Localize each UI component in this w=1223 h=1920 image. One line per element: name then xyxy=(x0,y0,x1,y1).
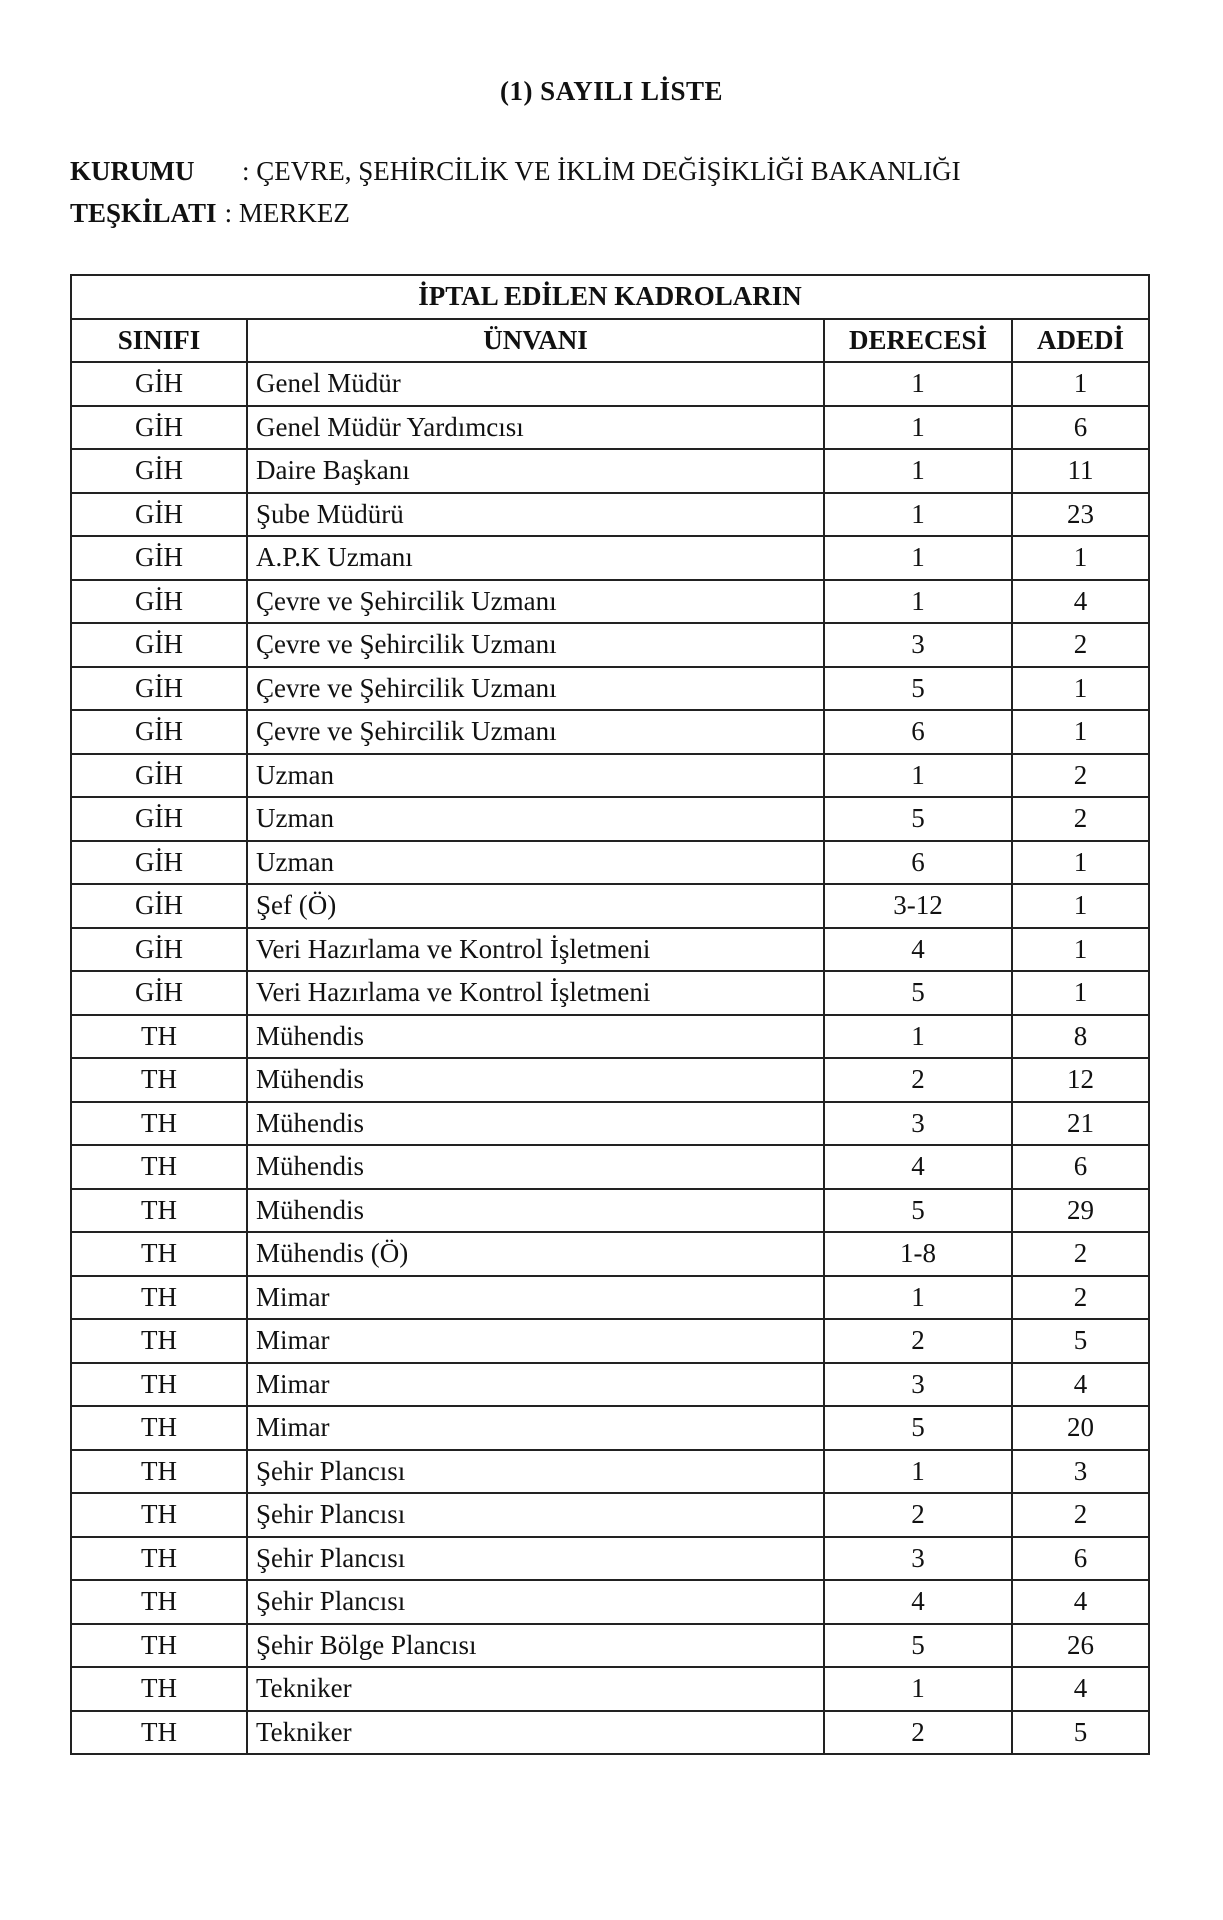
cell-count: 6 xyxy=(1012,1537,1149,1581)
cell-grade: 1 xyxy=(824,754,1012,798)
cell-grade: 4 xyxy=(824,1580,1012,1624)
table-row xyxy=(71,1406,1149,1450)
cell-title: Şehir Plancısı xyxy=(247,1493,824,1537)
cell-class: TH xyxy=(71,1537,247,1581)
table-caption-row xyxy=(71,275,1149,319)
cell-grade: 1 xyxy=(824,493,1012,537)
cell-count: 1 xyxy=(1012,928,1149,972)
cell-grade: 4 xyxy=(824,1145,1012,1189)
cell-grade: 1 xyxy=(824,580,1012,624)
cell-count: 3 xyxy=(1012,1450,1149,1494)
cell-title: Genel Müdür Yardımcısı xyxy=(247,406,824,450)
cell-title: Uzman xyxy=(247,754,824,798)
cell-title: Şef (Ö) xyxy=(247,884,824,928)
table-row xyxy=(71,1189,1149,1233)
cell-grade: 3 xyxy=(824,1363,1012,1407)
cell-title: Mimar xyxy=(247,1406,824,1450)
cell-title: Daire Başkanı xyxy=(247,449,824,493)
table-row xyxy=(71,406,1149,450)
cell-title: Uzman xyxy=(247,797,824,841)
cell-class: GİH xyxy=(71,362,247,406)
cell-title: Mühendis xyxy=(247,1145,824,1189)
cell-title: Mühendis xyxy=(247,1189,824,1233)
cell-grade: 2 xyxy=(824,1711,1012,1755)
table-row xyxy=(71,1580,1149,1624)
table-row xyxy=(71,841,1149,885)
cell-class: TH xyxy=(71,1276,247,1320)
cell-title: Mühendis (Ö) xyxy=(247,1232,824,1276)
cell-grade: 4 xyxy=(824,928,1012,972)
cell-class: GİH xyxy=(71,536,247,580)
column-header-class: SINIFI xyxy=(71,319,247,363)
cell-count: 2 xyxy=(1012,623,1149,667)
cell-class: GİH xyxy=(71,841,247,885)
cell-title: A.P.K Uzmanı xyxy=(247,536,824,580)
table-row xyxy=(71,928,1149,972)
cell-title: Mimar xyxy=(247,1276,824,1320)
cancelled-positions-table xyxy=(70,274,1150,1755)
cell-class: TH xyxy=(71,1189,247,1233)
cell-count: 12 xyxy=(1012,1058,1149,1102)
column-header-count: ADEDİ xyxy=(1012,319,1149,363)
cell-grade: 5 xyxy=(824,667,1012,711)
organization-line xyxy=(70,198,350,229)
cell-class: TH xyxy=(71,1319,247,1363)
cell-count: 1 xyxy=(1012,884,1149,928)
cell-grade: 3-12 xyxy=(824,884,1012,928)
cell-class: TH xyxy=(71,1493,247,1537)
page-title: (1) SAYILI LİSTE xyxy=(499,76,724,106)
cell-count: 21 xyxy=(1012,1102,1149,1146)
institution-value: : ÇEVRE, ŞEHİRCİLİK VE İKLİM DEĞİŞİKLİĞİ BAKANLIĞI xyxy=(242,156,961,186)
cell-class: TH xyxy=(71,1450,247,1494)
cell-count: 2 xyxy=(1012,1232,1149,1276)
cell-count: 6 xyxy=(1012,1145,1149,1189)
cell-count: 8 xyxy=(1012,1015,1149,1059)
table-row xyxy=(71,1102,1149,1146)
table-row xyxy=(71,884,1149,928)
cell-count: 26 xyxy=(1012,1624,1149,1668)
cell-class: GİH xyxy=(71,884,247,928)
cell-grade: 2 xyxy=(824,1493,1012,1537)
cell-title: Mühendis xyxy=(247,1102,824,1146)
cell-grade: 1 xyxy=(824,449,1012,493)
cell-count: 6 xyxy=(1012,406,1149,450)
cell-class: TH xyxy=(71,1406,247,1450)
cell-class: TH xyxy=(71,1102,247,1146)
organization-label: TEŞKİLATI xyxy=(70,198,217,228)
cell-grade: 1 xyxy=(824,1015,1012,1059)
table-row xyxy=(71,1058,1149,1102)
table-row xyxy=(71,449,1149,493)
column-header-grade: DERECESİ xyxy=(824,319,1012,363)
cell-count: 1 xyxy=(1012,710,1149,754)
table-row xyxy=(71,1276,1149,1320)
cell-class: GİH xyxy=(71,667,247,711)
cell-title: Şehir Plancısı xyxy=(247,1537,824,1581)
cell-class: GİH xyxy=(71,754,247,798)
cell-title: Uzman xyxy=(247,841,824,885)
table-row xyxy=(71,971,1149,1015)
cell-grade: 2 xyxy=(824,1319,1012,1363)
cell-class: GİH xyxy=(71,580,247,624)
cell-count: 11 xyxy=(1012,449,1149,493)
table-row xyxy=(71,1667,1149,1711)
cell-class: GİH xyxy=(71,928,247,972)
table-caption: İPTAL EDİLEN KADROLARIN xyxy=(71,275,1149,319)
institution-label: KURUMU xyxy=(70,156,195,186)
table-row xyxy=(71,797,1149,841)
cell-count: 23 xyxy=(1012,493,1149,537)
table-row xyxy=(71,1493,1149,1537)
cell-class: GİH xyxy=(71,449,247,493)
cell-grade: 2 xyxy=(824,1058,1012,1102)
cell-class: TH xyxy=(71,1232,247,1276)
cell-class: TH xyxy=(71,1363,247,1407)
institution-line xyxy=(70,156,961,187)
cell-class: GİH xyxy=(71,493,247,537)
cell-title: Çevre ve Şehircilik Uzmanı xyxy=(247,710,824,754)
cell-class: TH xyxy=(71,1711,247,1755)
cell-class: TH xyxy=(71,1624,247,1668)
cell-grade: 6 xyxy=(824,841,1012,885)
table-row xyxy=(71,623,1149,667)
cell-class: GİH xyxy=(71,797,247,841)
cell-title: Mühendis xyxy=(247,1058,824,1102)
cell-grade: 3 xyxy=(824,623,1012,667)
table-row xyxy=(71,1319,1149,1363)
cell-class: GİH xyxy=(71,971,247,1015)
cell-count: 1 xyxy=(1012,667,1149,711)
cell-grade: 3 xyxy=(824,1102,1012,1146)
cell-title: Mimar xyxy=(247,1319,824,1363)
cell-title: Çevre ve Şehircilik Uzmanı xyxy=(247,623,824,667)
cell-count: 4 xyxy=(1012,1580,1149,1624)
cell-class: TH xyxy=(71,1580,247,1624)
table-row xyxy=(71,362,1149,406)
cell-class: GİH xyxy=(71,710,247,754)
cell-count: 2 xyxy=(1012,1493,1149,1537)
column-header-title: ÜNVANI xyxy=(247,319,824,363)
cell-grade: 3 xyxy=(824,1537,1012,1581)
cell-title: Mühendis xyxy=(247,1015,824,1059)
cell-title: Genel Müdür xyxy=(247,362,824,406)
cell-grade: 5 xyxy=(824,1406,1012,1450)
cell-grade: 6 xyxy=(824,710,1012,754)
table-row xyxy=(71,580,1149,624)
cell-count: 29 xyxy=(1012,1189,1149,1233)
cell-title: Şehir Plancısı xyxy=(247,1580,824,1624)
cell-count: 5 xyxy=(1012,1711,1149,1755)
cell-count: 2 xyxy=(1012,1276,1149,1320)
cell-title: Şube Müdürü xyxy=(247,493,824,537)
table-row xyxy=(71,1363,1149,1407)
cell-title: Şehir Bölge Plancısı xyxy=(247,1624,824,1668)
cell-class: TH xyxy=(71,1667,247,1711)
table-header-row xyxy=(71,319,1149,363)
cell-grade: 1 xyxy=(824,362,1012,406)
table-body xyxy=(71,362,1149,1754)
table-row xyxy=(71,493,1149,537)
cell-class: GİH xyxy=(71,406,247,450)
cell-count: 4 xyxy=(1012,1363,1149,1407)
cell-class: TH xyxy=(71,1015,247,1059)
table-row xyxy=(71,1711,1149,1755)
cell-title: Veri Hazırlama ve Kontrol İşletmeni xyxy=(247,971,824,1015)
cell-count: 1 xyxy=(1012,362,1149,406)
table-row xyxy=(71,710,1149,754)
cell-count: 20 xyxy=(1012,1406,1149,1450)
organization-value: : MERKEZ xyxy=(224,198,350,228)
table-row xyxy=(71,1537,1149,1581)
cell-title: Tekniker xyxy=(247,1667,824,1711)
cell-count: 2 xyxy=(1012,754,1149,798)
cell-grade: 1 xyxy=(824,1276,1012,1320)
table-row xyxy=(71,536,1149,580)
cell-class: TH xyxy=(71,1058,247,1102)
cell-grade: 1-8 xyxy=(824,1232,1012,1276)
cell-class: GİH xyxy=(71,623,247,667)
cell-count: 4 xyxy=(1012,1667,1149,1711)
table-row xyxy=(71,1232,1149,1276)
cell-title: Mimar xyxy=(247,1363,824,1407)
table-row xyxy=(71,667,1149,711)
table-row xyxy=(71,1624,1149,1668)
cell-title: Tekniker xyxy=(247,1711,824,1755)
cell-grade: 5 xyxy=(824,1624,1012,1668)
cell-title: Çevre ve Şehircilik Uzmanı xyxy=(247,580,824,624)
table-row xyxy=(71,1450,1149,1494)
cell-grade: 5 xyxy=(824,971,1012,1015)
cell-count: 1 xyxy=(1012,536,1149,580)
cell-count: 1 xyxy=(1012,971,1149,1015)
cell-grade: 1 xyxy=(824,406,1012,450)
cell-count: 4 xyxy=(1012,580,1149,624)
cell-title: Veri Hazırlama ve Kontrol İşletmeni xyxy=(247,928,824,972)
cell-class: TH xyxy=(71,1145,247,1189)
cell-grade: 1 xyxy=(824,536,1012,580)
cell-count: 2 xyxy=(1012,797,1149,841)
table-row xyxy=(71,1015,1149,1059)
cell-count: 1 xyxy=(1012,841,1149,885)
cell-title: Çevre ve Şehircilik Uzmanı xyxy=(247,667,824,711)
cell-count: 5 xyxy=(1012,1319,1149,1363)
cell-grade: 1 xyxy=(824,1450,1012,1494)
cell-grade: 1 xyxy=(824,1667,1012,1711)
cell-grade: 5 xyxy=(824,797,1012,841)
cell-title: Şehir Plancısı xyxy=(247,1450,824,1494)
table-row xyxy=(71,754,1149,798)
cell-grade: 5 xyxy=(824,1189,1012,1233)
table-row xyxy=(71,1145,1149,1189)
